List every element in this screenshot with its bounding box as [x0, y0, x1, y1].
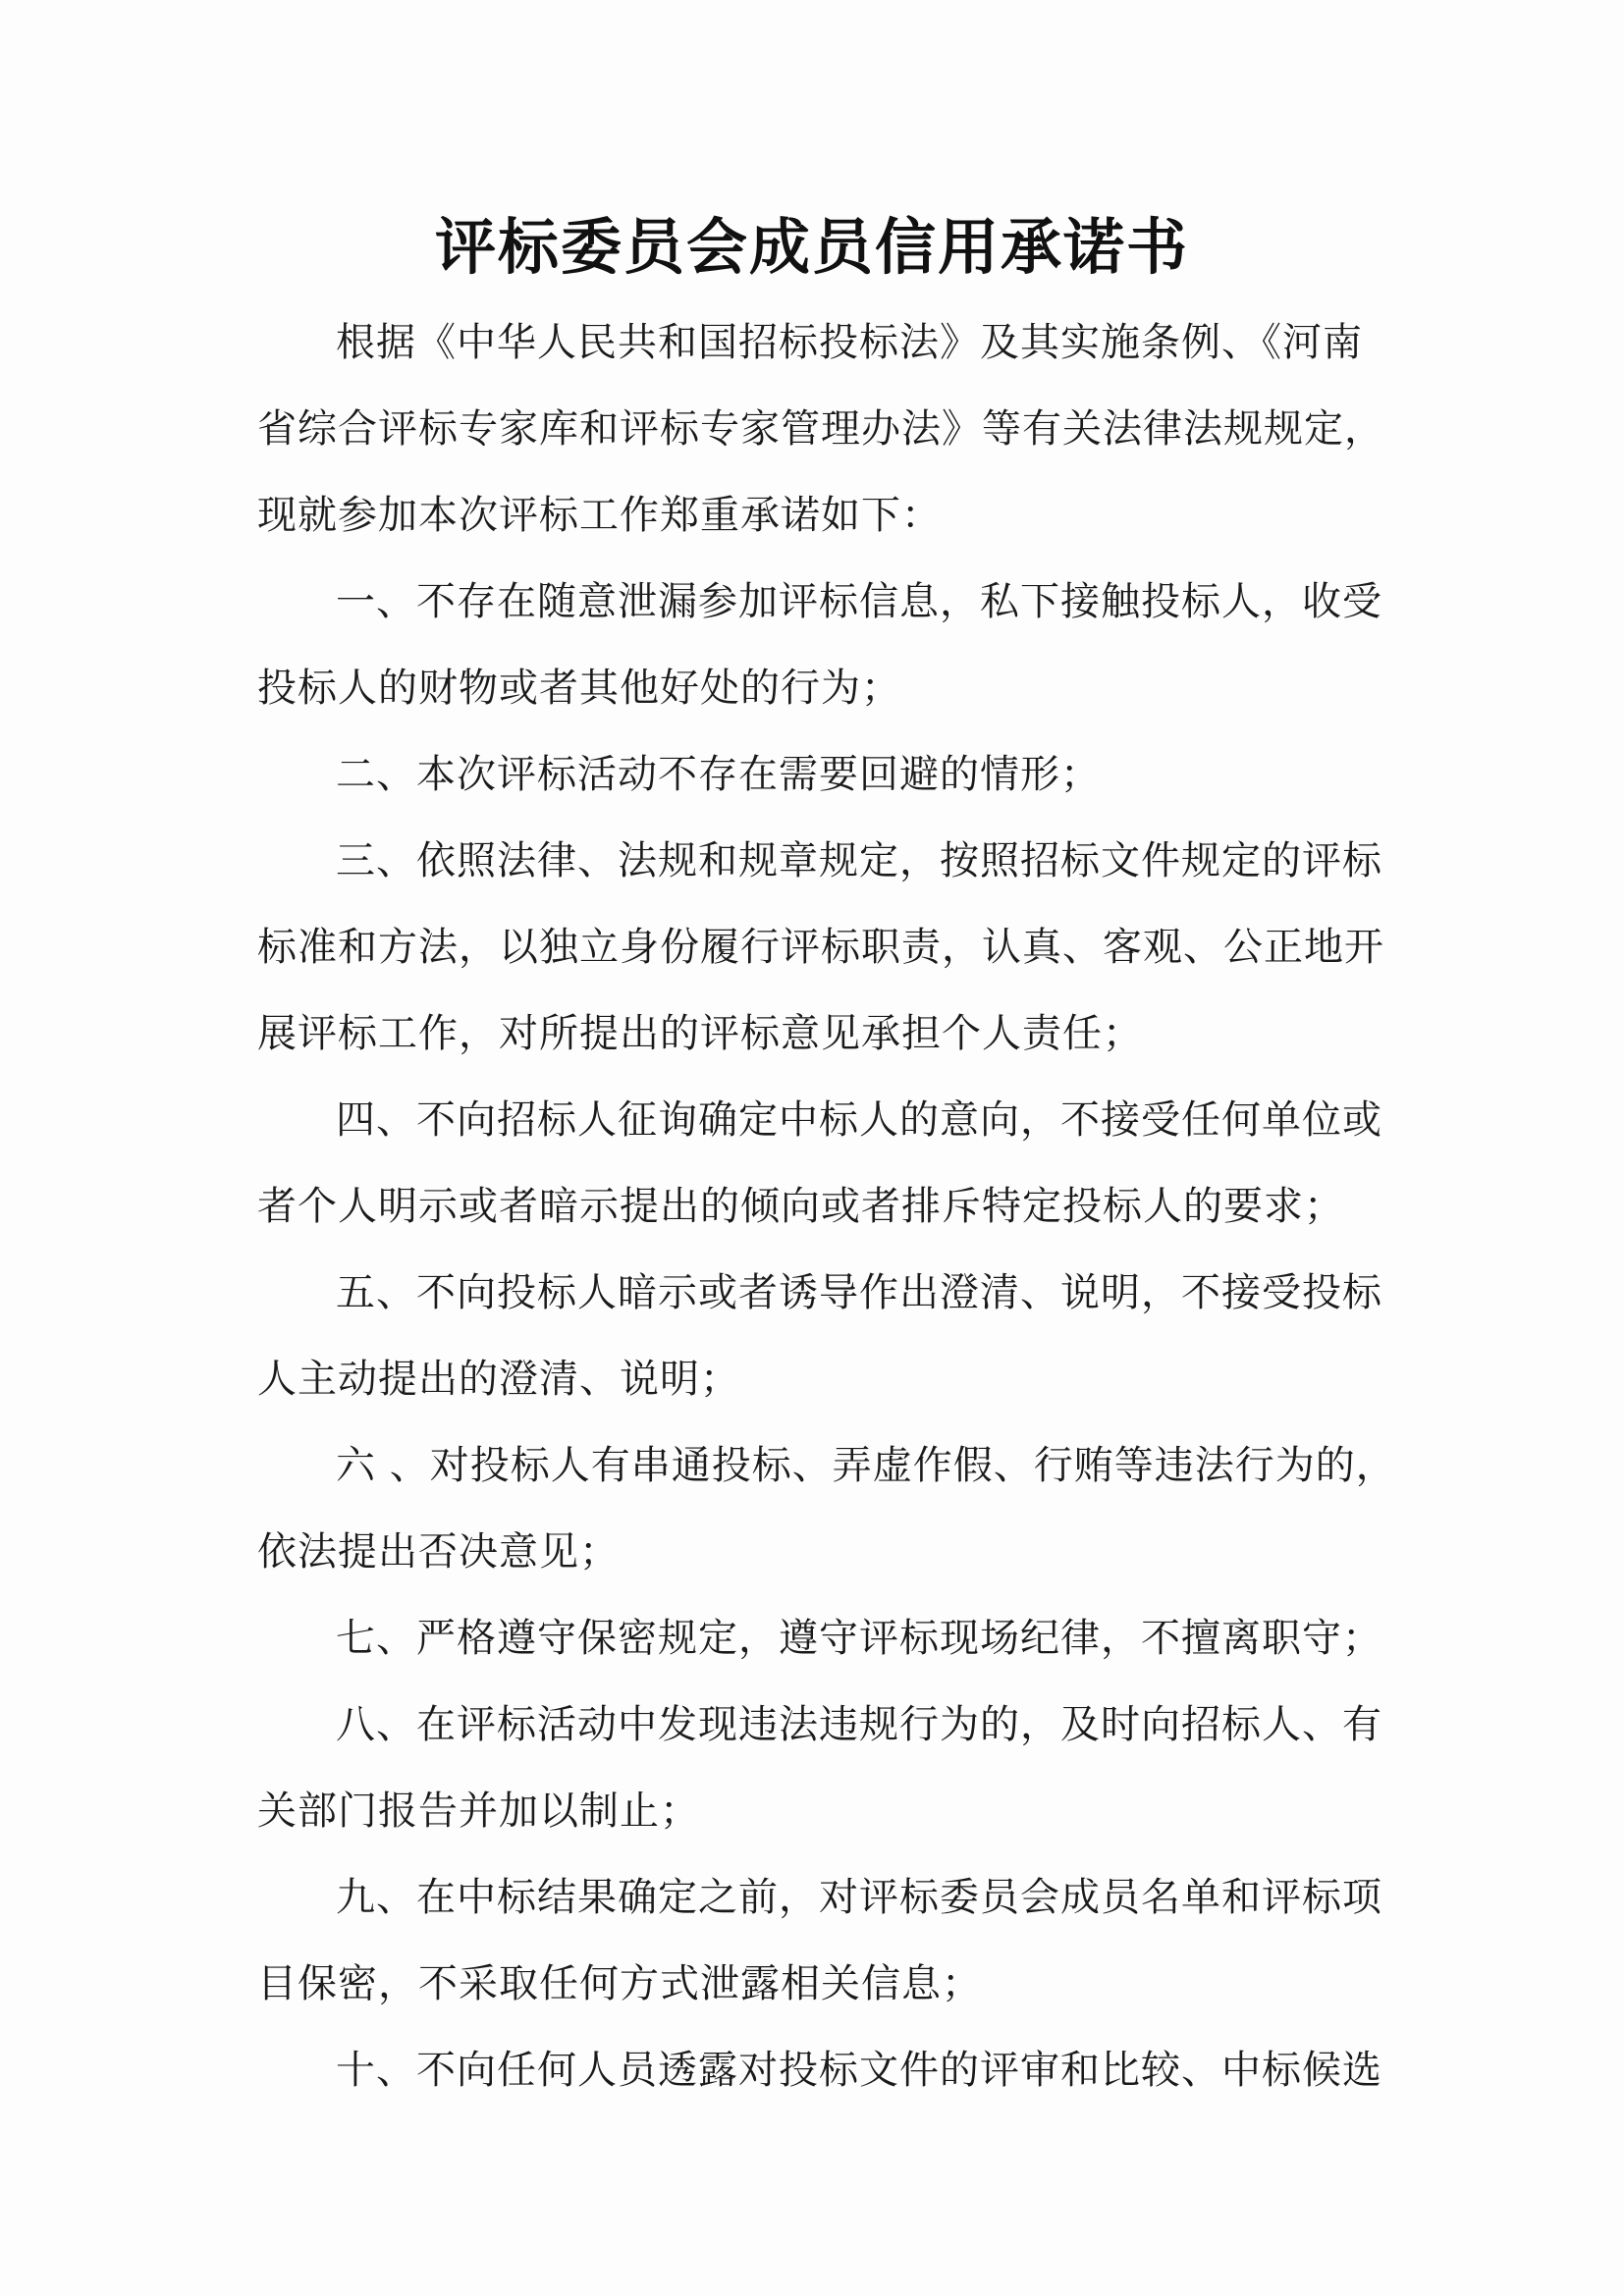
paragraph-item-2: 二、本次评标活动不存在需要回避的情形；	[336, 752, 1101, 797]
paragraph-intro: 根据《中华人民共和国招标投标法》及其实施条例、《河南省综合评标专家库和评标专家管理办法》等有关法律法规规定，现就参加本次评标工作郑重承诺如下：	[257, 320, 1384, 538]
paragraph-item-3: 三、依照法律、法规和规章规定，按照招标文件规定的评标标准和方法，以独立身份履行评标职责，认真、客观、公正地开展评标工作，对所提出的评标意见承担个人责任；	[257, 838, 1384, 1056]
document-title: 评标委员会成员信用承诺书	[434, 211, 1189, 283]
document-body	[257, 299, 1396, 2113]
paragraph-item-4: 四、不向招标人征询确定中标人的意向，不接受任何单位或者个人明示或者暗示提出的倾向或者排斥特定投标人的要求；	[257, 1097, 1382, 1229]
paragraph-item-7: 七、严格遵守保密规定，遵守评标现场纪律，不擅离职守；	[336, 1616, 1382, 1661]
paragraph-item-9: 九、在中标结果确定之前，对评标委员会成员名单和评标项目保密，不采取任何方式泄露相关信息；	[257, 1875, 1382, 2006]
paragraph-item-10: 十、不向任何人员透露对投标文件的评审和比较、中标候选	[336, 2048, 1382, 2093]
paragraph-item-1: 一、不存在随意泄漏参加评标信息，私下接触投标人，收受投标人的财物或者其他好处的行为；	[257, 579, 1382, 711]
paragraph-item-5: 五、不向投标人暗示或者诱导作出澄清、说明，不接受投标人主动提出的澄清、说明；	[257, 1270, 1382, 1402]
paragraph-item-6: 六 、对投标人有串通投标、弄虚作假、行贿等违法行为的，依法提出否决意见；	[257, 1443, 1396, 1575]
paragraph-item-8: 八、在评标活动中发现违法违规行为的，及时向招标人、有关部门报告并加以制止；	[257, 1702, 1382, 1834]
